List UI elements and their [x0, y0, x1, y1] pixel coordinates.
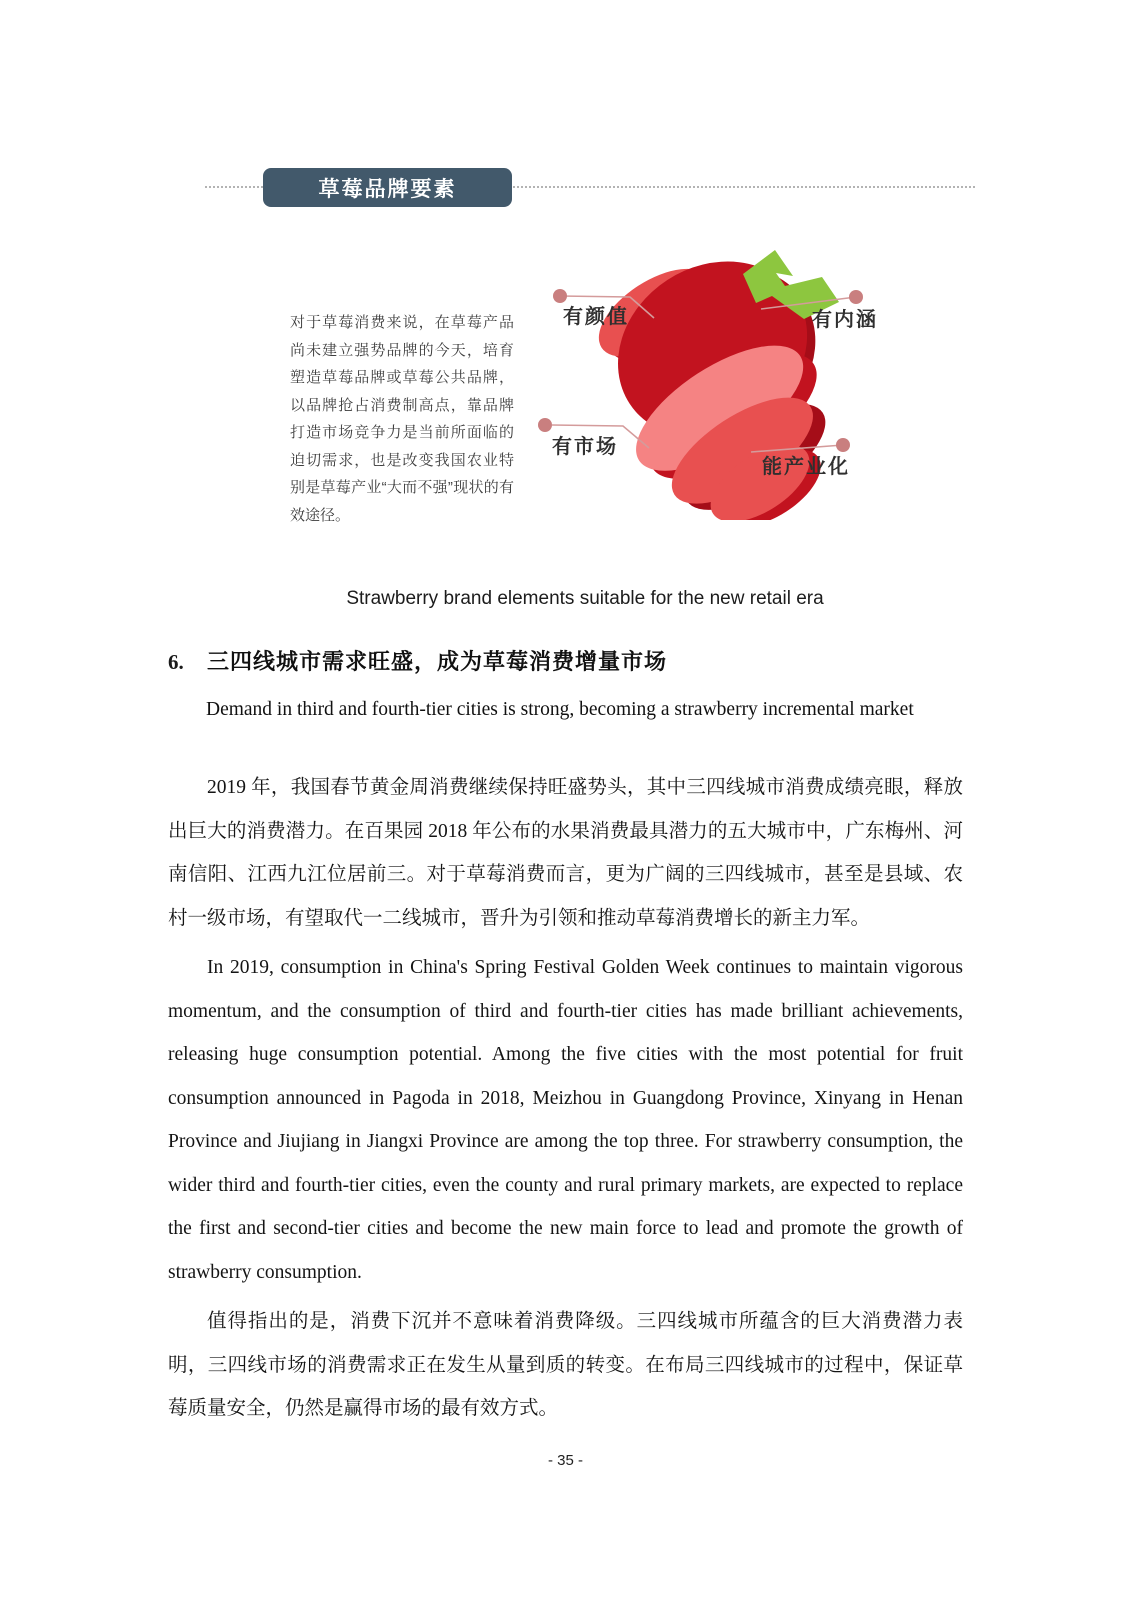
label-appearance: 有颜值 — [563, 306, 629, 328]
section-badge — [263, 168, 512, 207]
paragraph-en-1: In 2019, consumption in China's Spring Festival Golden Week continues to maintain vigorous momentum, and the consumption of third and fourth-tier cities has made brilliant achievements, releasing huge consumption potential. Among the five cities with the most potential for fruit consumption announced in Pagoda in 2018, Meizhou in Guangdong Province, Xinyang in Henan Province and Jiujiang in Jiangxi Province are among the top three. For strawberry consumption, the wider third and fourth-tier cities, even the county and rural primary markets, are expected to replace the first and second-tier cities and become the new main force to lead and promote the growth of strawberry consumption. — [168, 957, 963, 1283]
figure-caption: Strawberry brand elements suitable for the new retail era — [346, 588, 824, 609]
page-number: - 35 - — [547, 1452, 583, 1469]
body-text — [168, 766, 963, 1431]
section-number: 6. — [168, 650, 184, 674]
section-title-zh: 三四线城市需求旺盛，成为草莓消费增量市场 — [207, 649, 668, 674]
paragraph-zh-2: 值得指出的是，消费下沉并不意味着消费降级。三四线城市所蕴含的巨大消费潜力表明，三四线市场的消费需求正在发生从量到质的转变。在布局三四线城市的过程中，保证草莓质量安全，仍然是赢得市场的最有效方式。 — [168, 1311, 963, 1419]
label-industrialize: 能产业化 — [762, 456, 850, 478]
section-title-en: Demand in third and fourth-tier cities is strong, becoming a strawberry incremental market — [206, 699, 914, 720]
infographic-description: 对于草莓消费来说，在草莓产品尚未建立强势品牌的今天，培育塑造草莓品牌或草莓公共品牌，以品牌抢占消费制高点，靠品牌打造市场竞争力是当前所面临的迫切需求，也是改变我国农业特别是草莓产业“大而不强”现状的有效途径。 — [290, 314, 514, 524]
section-heading — [168, 645, 968, 676]
section-badge-label: 草莓品牌要素 — [318, 177, 457, 201]
paragraph-zh-1: 2019 年，我国春节黄金周消费继续保持旺盛势头，其中三四线城市消费成绩亮眼，释放出巨大的消费潜力。在百果园 2018 年公布的水果消费最具潜力的五大城市中，广东梅州、河南信阳、江西九江位居前三。对于草莓消费而言，更为广阔的三四线城市，甚至是县域、农村一级市场，有望取代一二线城市，晋升为引领和推动草莓消费增长的新主力军。 — [168, 777, 963, 929]
label-connotation: 有内涵 — [812, 309, 878, 331]
label-market: 有市场 — [552, 436, 618, 458]
